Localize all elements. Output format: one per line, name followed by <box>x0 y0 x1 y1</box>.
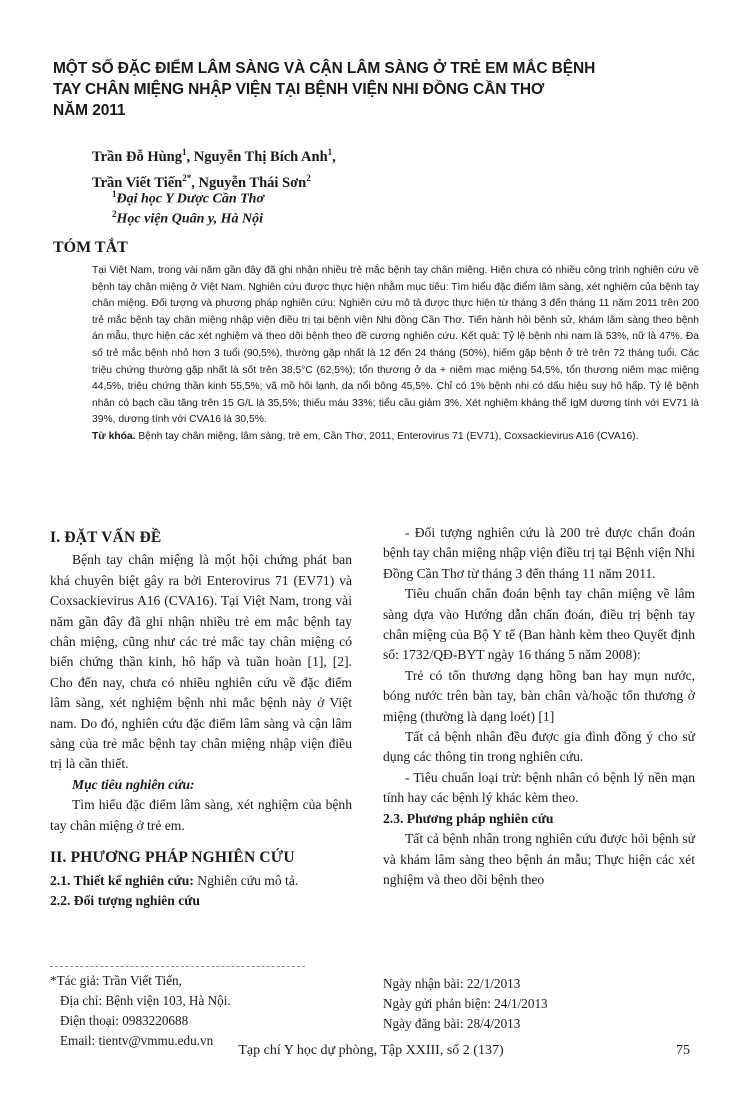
abstract-text: Tại Việt Nam, trong vài năm gần đây đã ghi nhận nhiều trẻ mắc bệnh tay chân miệng. Hiện chưa có nhiều công trình nghiên cứu về bệnh tay chân miệng ở Việt Nam. Nghiên cứu được thực hiện nhằm mục tiêu: Tìm hiểu đặc điểm lâm sàng, xét nghiệm của bệnh tay chân miệng. Đối tượng và phương pháp nghiên cứu: Nghiên cứu mô tả được thực hiện từ tháng 3 đến tháng 11 năm 2011 trên 200 trẻ mắc bệnh tay chân miệng nhập viện điều trị tại bệnh viện Nhi đồng Cần Thơ. Tiến hành hỏi bệnh sử, khám lâm sàng theo bệnh án mẫu, thực hiện các xét nghiệm và theo dõi bệnh theo đề cương nghiên cứu. Kết quả: Tỷ lệ bệnh nhi nam là 53%, nữ là 47%. Đa số trẻ mắc bệnh nhỏ hơn 3 tuổi (90,5%), thường gặp nhất là 12 đến 24 tháng (50%), hiếm gặp bệnh ở trẻ trên 72 tháng tuổi. Các triệu chứng thường gặp nhất là sốt trên 38,5°C (62,5%); tổn thương ở da + niêm mạc miệng 54,5%, tổn thương niêm mạc miệng 44,5%, triệu chứng thần kinh 55,5%; vã mồ hôi lạnh, da nổi bông 45,5%. Chỉ có 1% bệnh nhi có dấu hiệu suy hô hấp. Tỷ lệ bệnh nhân có bạch cầu tăng trên 15 G/L là 35,5%; thiếu máu 33%; tiểu cầu giảm 3%. Xét nghiệm kháng thể IgM dương tính với EV71 là 39%, dương tính với CVA16 là 30,5%. <box>92 265 699 426</box>
abstract-body <box>92 263 699 446</box>
keywords-text: Bệnh tay chân miệng, lâm sàng, trẻ em, Cần Thơ, 2011, Enterovirus 71 (EV71), Coxsackievirus A16 (CVA16). <box>135 430 639 442</box>
date-published: Ngày đăng bài: 28/4/2013 <box>383 1016 521 1031</box>
author-3-sup: 2* <box>182 172 192 183</box>
section-1-heading: I. ĐẶT VẤN ĐỀ <box>50 529 162 546</box>
affiliation-2 <box>112 204 612 230</box>
footnote-divider <box>50 966 305 967</box>
author-4-sup: 2 <box>306 172 311 183</box>
left-column <box>50 528 352 911</box>
subsection-2-1 <box>50 871 352 891</box>
affiliation-2-sup: 2 <box>112 209 117 219</box>
subsection-2-2-heading: 2.2. Đối tượng nghiên cứu <box>50 892 200 908</box>
intro-paragraph: Bệnh tay chân miệng là một hội chứng phát ban khá chuyên biệt gây ra bởi Enterovirus 71 (EV71) và Coxsackievirus A16 (CVA16). Tại Việt Nam, trong vài năm gần đây đã ghi nhận nhiều trẻ em mắc bệnh tay chân miệng, cũng như các trẻ mắc tay chân miệng có biến chứng thần kinh, hô hấp và tuần hoàn [1], [2]. Cho đến nay, chưa có nhiều nghiên cứu về đặc điểm lâm sàng, xét nghiệm bệnh nhi mắc bệnh này ở Việt nam. Do đó, nghiên cứu đặc điểm lâm sàng và cận lâm sàng của trẻ mắc bệnh tay chân miệng nhập viện điều trị là cần thiết. <box>50 552 352 772</box>
diagnosis-criteria-paragraph: Tiêu chuẩn chẩn đoán bệnh tay chân miệng về lâm sàng dựa vào Hướng dẫn chẩn đoán, điều trị bệnh tay chân miệng của Bộ Y tế (Ban hành kèm theo Quyết định số: 1732/QĐ-BYT ngày 16 tháng 5 năm 2008): <box>383 586 695 663</box>
title-line-2: TAY CHÂN MIỆNG NHẬP VIỆN TẠI BỆNH VIỆN NHI ĐỒNG CẦN THƠ <box>53 81 545 98</box>
author-1: Trần Đỗ Hùng <box>92 148 182 165</box>
footnote-address: Địa chỉ: Bệnh viện 103, Hà Nội. <box>60 993 231 1008</box>
author-2: Nguyễn Thị Bích Anh <box>193 148 328 165</box>
right-column <box>383 523 695 890</box>
submission-dates <box>383 974 683 1034</box>
objective-text: Tìm hiểu đặc điểm lâm sàng, xét nghiệm của bệnh tay chân miệng ở trẻ em. <box>50 797 352 833</box>
objective-label: Mục tiêu nghiên cứu: <box>72 776 195 792</box>
affiliation-1-sup: 1 <box>112 189 117 199</box>
exclusion-paragraph: - Tiêu chuẩn loại trừ: bệnh nhân có bệnh lý nền mạn tính hay các bệnh lý khác kèm theo. <box>383 769 695 806</box>
author-2-sup: 1 <box>327 147 333 157</box>
date-received: Ngày nhận bài: 22/1/2013 <box>383 976 521 991</box>
footnote-author: *Tác giả: Trần Viết Tiến, <box>50 973 182 988</box>
author-4: Nguyễn Thái Sơn <box>198 174 307 191</box>
keywords-label: Từ khóa. <box>92 430 136 442</box>
affiliation-2-text: Học viện Quân y, Hà Nội <box>116 211 263 227</box>
section-2-heading: II. PHƯƠNG PHÁP NGHIÊN CỨU <box>50 849 295 867</box>
author-3: Trần Viết Tiến <box>92 174 183 191</box>
footnote-email: Email: tientv@vmmu.edu.vn <box>60 1033 214 1048</box>
journal-footer: Tạp chí Y học dự phòng, Tập XXIII, số 2 (137) <box>238 1043 504 1058</box>
consent-paragraph: Tất cả bệnh nhân đều được gia đình đồng ý cho sử dụng các thông tin trong nghiên cứu. <box>383 729 695 765</box>
lesion-paragraph: Trẻ có tổn thương dạng hồng ban hay mụn nước, bóng nước trên bàn tay, bàn chân và/hoặc tổn thương ở miệng (thường là dạng loét) [1] <box>383 667 695 724</box>
article-title <box>53 58 713 121</box>
subsection-2-3-heading: 2.3. Phương pháp nghiên cứu <box>383 810 554 826</box>
subsection-2-1-label: 2.1. Thiết kế nghiên cứu: <box>50 872 194 888</box>
abstract-heading: TÓM TẮT <box>53 239 128 256</box>
subsection-2-1-text: Nghiên cứu mô tả. <box>193 872 299 888</box>
methods-paragraph: Tất cả bệnh nhân trong nghiên cứu được hỏi bệnh sử và khám lâm sàng theo bệnh án mẫu; Thực hiện các xét nghiệm và theo dõi bệnh theo <box>383 831 695 887</box>
affiliation-1-text: Đại học Y Dược Cần Thơ <box>116 191 264 207</box>
author-1-sup: 1 <box>181 147 187 157</box>
author-list: Trần Đỗ Hùng$^1$, Nguyễn Thị Bích Anh$^1$, Trần Viết Tiến$^{2*}$, Nguyễn Thái Sơn$^2$ <box>92 147 336 191</box>
date-review: Ngày gửi phản biện: 24/1/2013 <box>383 996 548 1011</box>
title-line-1: MỘT SỐ ĐẶC ĐIỂM LÂM SÀNG VÀ CẬN LÂM SÀNG Ở TRẺ EM MẮC BỆNH <box>53 60 596 77</box>
title-line-3: NĂM 2011 <box>53 102 126 119</box>
page-number: 75 <box>676 1043 690 1058</box>
subjects-paragraph: - Đối tượng nghiên cứu là 200 trẻ được chẩn đoán bệnh tay chân miệng nhập viện điều trị tại Bệnh viện Nhi Đồng Cần Thơ từ tháng 3 đến tháng 11 năm 2011. <box>383 525 695 581</box>
corresponding-author-footnote <box>50 971 350 1051</box>
footnote-phone: Điện thoại: 0983220688 <box>60 1013 189 1028</box>
